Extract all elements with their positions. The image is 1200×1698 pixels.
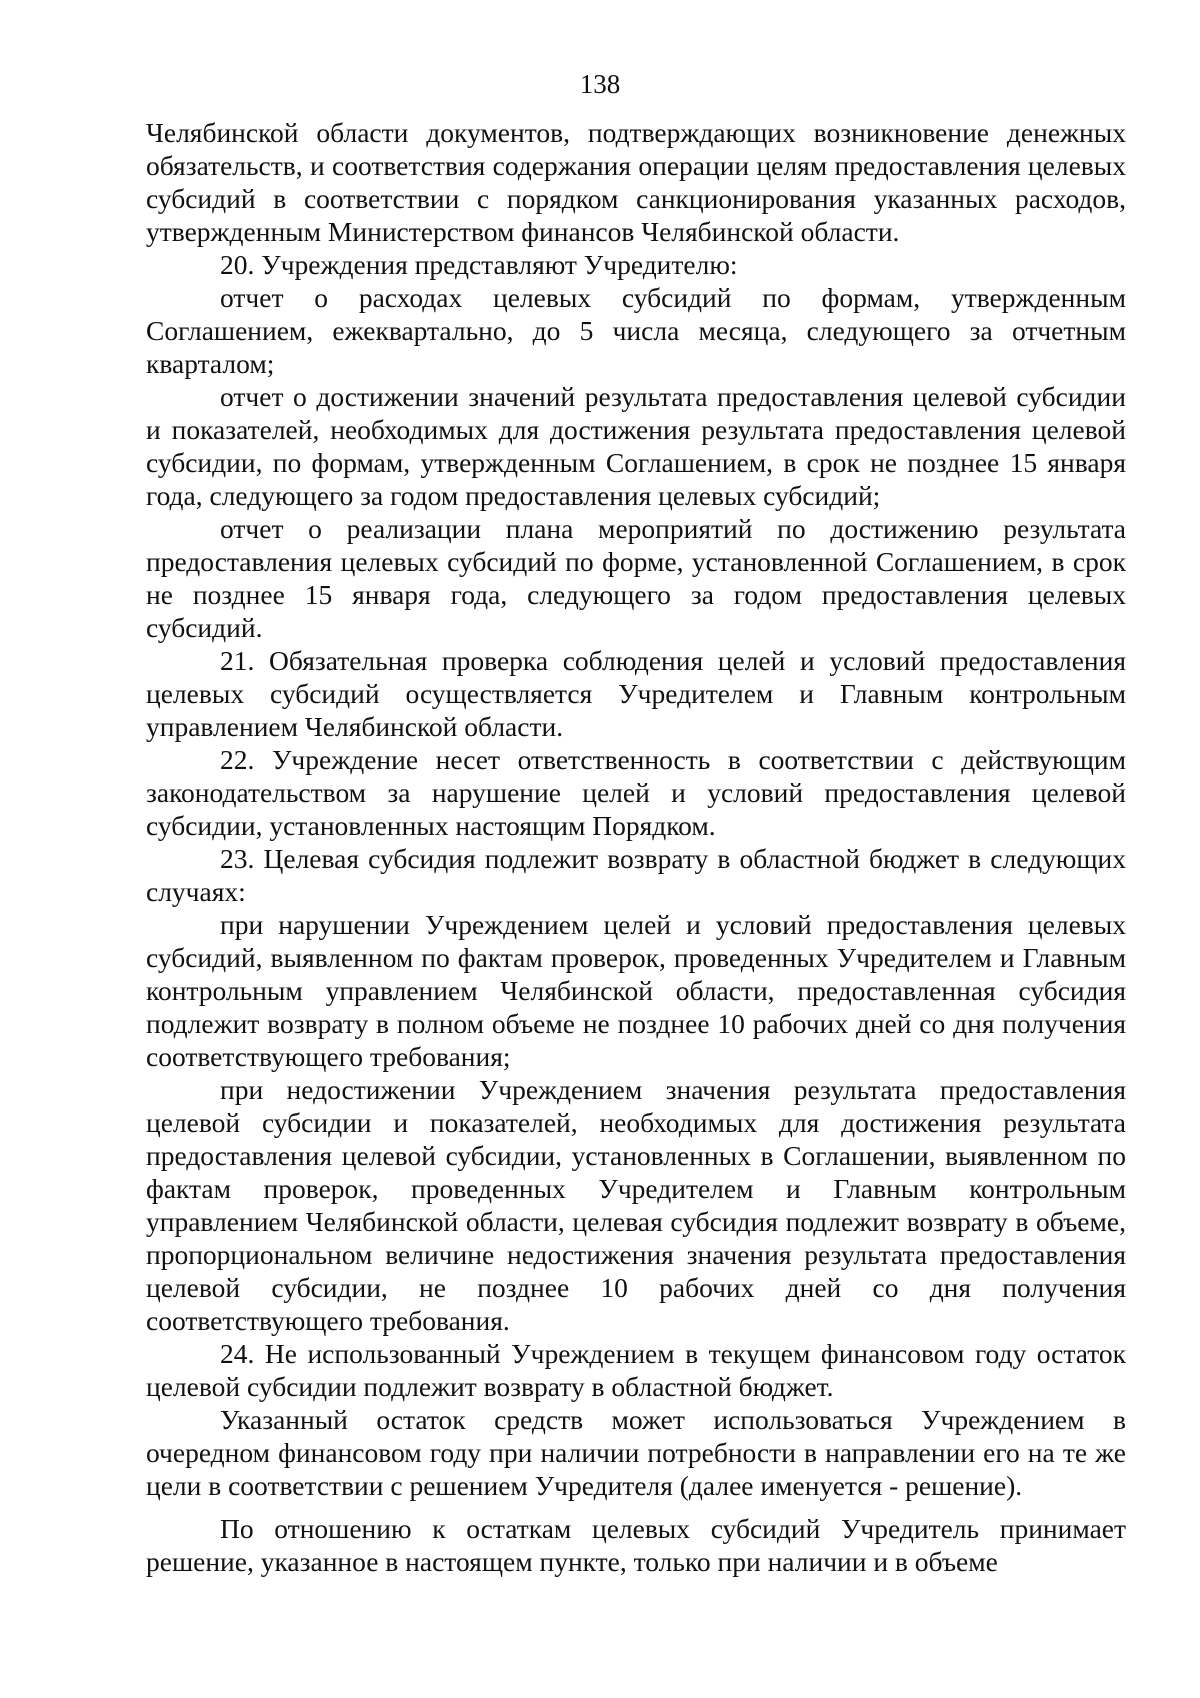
- paragraph-item-21: 21. Обязательная проверка соблюдения целей и условий предоставления целевых субсидий осуществляется Учредителем и Главным контрольным управлением Челябинской области.: [146, 645, 1126, 742]
- page-number: 138: [579, 69, 621, 99]
- paragraph-report-plan: отчет о реализации плана мероприятий по достижению результата предоставления целевых субсидий по форме, установленной Соглашением, в срок не позднее 15 января года, следующего за годом предоставления целевых субсидий.: [146, 513, 1126, 643]
- document-body: [146, 116, 1126, 1578]
- paragraph-item-20: 20. Учреждения представляют Учредителю:: [220, 249, 738, 280]
- paragraph-report-expenses: отчет о расходах целевых субсидий по формам, утвержденным Соглашением, ежеквартально, до 5 числа месяца, следующего за отчетным кварталом;: [146, 282, 1126, 379]
- paragraph-report-results: отчет о достижении значений результата предоставления целевой субсидии и показателей, необходимых для достижения результата предоставления целевой субсидии, по формам, утвержденным Соглашением, в срок не позднее 15 января года, следующего за годом предоставления целевых субсидий;: [146, 381, 1126, 511]
- paragraph-item-24: 24. Не использованный Учреждением в текущем финансовом году остаток целевой субсидии подлежит возврату в областной бюджет.: [146, 1338, 1126, 1402]
- paragraph-remainder-use: Указанный остаток средств может использоваться Учреждением в очередном финансовом году при наличии потребности в направлении его на те же цели в соответствии с решением Учредителя (далее именуется - решение).: [146, 1404, 1126, 1501]
- paragraph-item-23: 23. Целевая субсидия подлежит возврату в областной бюджет в следующих случаях:: [146, 843, 1126, 907]
- paragraph-item-22: 22. Учреждение несет ответственность в соответствии с действующим законодательством за нарушение целей и условий предоставления целевой субсидии, установленных настоящим Порядком.: [146, 744, 1126, 841]
- paragraph-continuation: Челябинской области документов, подтверждающих возникновение денежных обязательств, и соответствия содержания операции целям предоставления целевых субсидий в соответствии с порядком санкционирования указанных расходов, утвержденным Министерством финансов Челябинской области.: [146, 117, 1126, 247]
- paragraph-case-violation: при нарушении Учреждением целей и условий предоставления целевых субсидий, выявленном по фактам проверок, проведенных Учредителем и Главным контрольным управлением Челябинской области, предоставленная субсидия подлежит возврату в полном объеме не позднее 10 рабочих дней со дня получения соответствующего требования;: [146, 909, 1126, 1072]
- paragraph-remainder-decision: По отношению к остаткам целевых субсидий Учредитель принимает решение, указанное в настоящем пункте, только при наличии и в объеме: [146, 1513, 1126, 1577]
- paragraph-case-non-achievement: при недостижении Учреждением значения результата предоставления целевой субсидии и показателей, необходимых для достижения результата предоставления целевой субсидии, установленных в Соглашении, выявленном по фактам проверок, проведенных Учредителем и Главным контрольным управлением Челябинской области, целевая субсидия подлежит возврату в объеме, пропорциональном величине недостижения значения результата предоставления целевой субсидии, не позднее 10 рабочих дней со дня получения соответствующего требования.: [146, 1074, 1126, 1336]
